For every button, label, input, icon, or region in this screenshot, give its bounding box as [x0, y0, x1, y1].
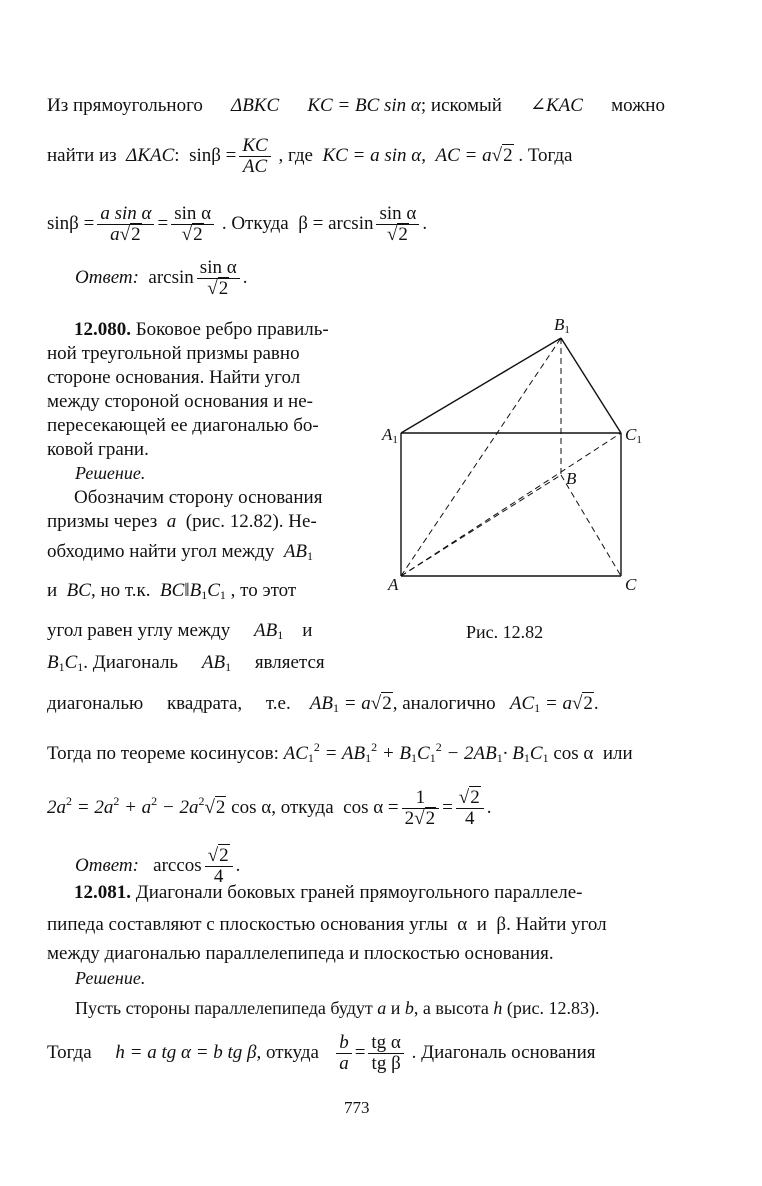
- problem-080-line-2: ной треугольной призмы равно: [47, 343, 300, 364]
- solution-label: Решение.: [75, 463, 146, 483]
- formula: ∠KAC: [530, 95, 583, 116]
- superscript: 2: [435, 740, 442, 754]
- formula: − 2AB: [446, 743, 497, 764]
- formula: = AB: [324, 743, 366, 764]
- numerator: sin α: [197, 258, 240, 279]
- formula: B: [47, 652, 59, 673]
- text: Тогда: [47, 1041, 92, 1063]
- formula: arccos: [153, 854, 202, 876]
- formula: = 2a: [76, 796, 114, 818]
- text: =: [157, 212, 169, 234]
- problem-081-line-1: [74, 881, 582, 905]
- solution-line-6: [47, 651, 325, 679]
- denominator: 2: [404, 808, 415, 829]
- subscript: 1: [429, 751, 436, 765]
- fraction: $\frac{\text{sin α}}{√2}$: [171, 204, 214, 245]
- edge-b1-c1: [561, 338, 621, 433]
- formula: BC: [66, 580, 91, 601]
- radicand: 2: [382, 693, 392, 714]
- answer-line-1: [75, 258, 247, 299]
- problem-080-line-4: между стороной основания и не-: [47, 391, 313, 412]
- diagonal-a-c1: [401, 433, 621, 576]
- text: Диагонали боковых граней прямоугольного параллеле-: [135, 882, 583, 903]
- text: угол равен углу между: [47, 620, 231, 641]
- text: , откуда: [256, 1041, 319, 1063]
- subscript: 1: [411, 751, 418, 765]
- fraction: $\frac{\text{a sin α}}{a√2}$: [97, 204, 154, 245]
- problem-number: 12.081.: [74, 882, 131, 903]
- numerator: 1: [402, 788, 439, 809]
- denominator: 4: [465, 808, 475, 829]
- text: .: [235, 854, 241, 876]
- formula: = a: [544, 693, 572, 714]
- fraction: $\frac{\text{sin α}}{√2}$: [376, 204, 419, 245]
- answer-label: Ответ:: [75, 854, 139, 876]
- fraction: $\frac{√2}{4}$: [205, 846, 233, 887]
- text: призмы через: [47, 511, 158, 532]
- formula: ΔKAC: [126, 144, 175, 166]
- text: найти из: [47, 144, 117, 166]
- subscript: 1: [77, 660, 84, 674]
- superscript: 2: [113, 793, 120, 808]
- fraction: $\frac{1}{2√2}$: [402, 788, 439, 829]
- solution-line-8: [47, 735, 633, 770]
- text: (рис. 12.83).: [506, 998, 600, 1018]
- fraction: [368, 1033, 403, 1074]
- text: Пусть стороны параллелепипеда будут: [75, 998, 373, 1018]
- formula: KC = a sin α: [322, 144, 422, 166]
- formula: cos α: [553, 743, 594, 764]
- formula: ΔBKC: [231, 95, 280, 116]
- text: и: [47, 580, 58, 601]
- formula: AC = a: [435, 144, 492, 166]
- text: и: [390, 998, 401, 1018]
- text: , где: [278, 144, 313, 166]
- text: , но т.к.: [90, 580, 151, 601]
- text: Тогда по теореме косинусов:: [47, 743, 279, 764]
- radicand: 2: [215, 796, 226, 818]
- label-a: A: [388, 575, 399, 594]
- solution-line-2: [47, 510, 317, 534]
- numerator: sin α: [171, 204, 214, 225]
- text: :: [174, 144, 180, 166]
- text: пипеда составляют с плоскостью основания углы: [47, 914, 448, 935]
- formula: C: [529, 743, 543, 764]
- problem-080-line-1: [74, 318, 329, 342]
- page-number: 773: [344, 1098, 370, 1117]
- text: и: [302, 620, 313, 641]
- denominator: a: [110, 224, 120, 245]
- text: , то этот: [230, 580, 297, 601]
- text: диагональю: [47, 693, 144, 714]
- text: , а высота: [413, 998, 489, 1018]
- solution-line-9: $2a^2 = 2a^2 + a^2 - 2a^2√2$ cos α, откуда cos α = $\frac{1}{2√2}$ = $\frac{√2}{4}$ .: [47, 787, 492, 829]
- superscript: 2: [151, 793, 158, 808]
- answer-label: Ответ:: [75, 266, 139, 288]
- text: обходимо найти угол между: [47, 541, 275, 562]
- text: и: [476, 914, 487, 935]
- radicand: 2: [193, 224, 203, 245]
- solution-label: Решение.: [75, 968, 146, 988]
- problem-080-line-5: пересекающей ее диагональю бо-: [47, 415, 319, 436]
- text: ,: [421, 144, 427, 166]
- text: ; искомый: [420, 95, 502, 116]
- radicand: 2: [218, 278, 229, 299]
- text: квадрата,: [166, 693, 243, 714]
- problem-080-line-3: стороне основания. Найти угол: [47, 367, 301, 388]
- text: или: [602, 743, 633, 764]
- subscript: 1: [365, 751, 372, 765]
- formula: b: [404, 998, 414, 1018]
- label-c: C: [625, 575, 637, 594]
- formula: = a: [343, 693, 371, 714]
- radicand: 2: [131, 224, 141, 245]
- formula: sinβ =: [47, 212, 95, 234]
- solution-line-7: диагональю квадрата, т.е. $AB_1 = a√2$, аналогично $AC_1 = a√2$.: [47, 693, 599, 715]
- formula: α: [457, 914, 468, 935]
- denominator: tg β: [371, 1053, 401, 1074]
- formula: BC: [159, 580, 185, 601]
- superscript: 2: [313, 740, 320, 754]
- text: . Откуда: [221, 212, 289, 234]
- solution-line-4: и BC, но т.к. $BC‖B_1C_1$ , то этот: [47, 580, 297, 602]
- formula: − 2a: [161, 796, 199, 818]
- subscript: 1: [534, 701, 541, 715]
- problem-081-line-3: между диагональю параллелепипеда и плоскостью основания.: [47, 943, 554, 964]
- solution-081-line-2: [47, 1033, 596, 1074]
- solution-line-1: [74, 486, 322, 510]
- formula: C: [417, 743, 430, 764]
- problem-081-line-2: [47, 913, 607, 937]
- radicand: 2: [398, 224, 408, 245]
- formula: 2a: [47, 796, 66, 818]
- formula: C: [64, 652, 78, 673]
- formula: C: [207, 580, 220, 601]
- formula: AC: [283, 743, 308, 764]
- subscript: 1: [201, 588, 208, 602]
- text: т.е.: [265, 693, 291, 714]
- text: .: [593, 693, 599, 714]
- fraction: [336, 1033, 352, 1074]
- edge-a-b: [401, 475, 561, 576]
- text: =: [442, 796, 453, 818]
- formula: β = arcsin: [298, 212, 374, 234]
- formula: β: [496, 914, 507, 935]
- numerator: b: [336, 1033, 352, 1054]
- radicand: 2: [503, 144, 513, 166]
- formula: cos α: [231, 796, 272, 818]
- fraction: $\frac{√2}{4}$: [456, 788, 484, 829]
- subscript: 1: [277, 628, 284, 642]
- text: является: [254, 652, 325, 673]
- text: , аналогично: [392, 693, 496, 714]
- text: .: [422, 212, 428, 234]
- text: =: [354, 1041, 366, 1063]
- radicand: 2: [425, 808, 436, 829]
- formula: AB: [309, 693, 333, 714]
- radicand: 2: [219, 845, 229, 866]
- formula: h = a tg α = b tg β: [115, 1041, 257, 1063]
- superscript: 2: [371, 740, 378, 754]
- label-c1: C1: [625, 425, 642, 446]
- text: . Тогда: [518, 144, 573, 166]
- subscript: 1: [219, 588, 226, 602]
- text: , откуда: [271, 796, 334, 818]
- subscript: 1: [58, 660, 65, 674]
- denominator: AC: [242, 156, 268, 177]
- numerator: KC: [239, 136, 270, 157]
- prism-diagram: [380, 308, 660, 648]
- formula: cos α =: [343, 796, 399, 818]
- label-b: B: [566, 469, 577, 488]
- radicand: 2: [583, 693, 593, 714]
- text-line-2: найти из ΔKAC: sinβ = $\frac{KC}{AC}$ , где KC = a sin α, AC = a√2 . Тогда: [47, 135, 573, 177]
- edge-a1-b1: [401, 338, 561, 433]
- edge-b-c: [561, 475, 621, 576]
- subscript: 1: [332, 701, 339, 715]
- solution-line-5: [47, 619, 312, 647]
- solution-line-3: [47, 540, 313, 568]
- text: . Диагональ: [83, 652, 179, 673]
- numerator: sin α: [376, 204, 419, 225]
- formula: · B: [502, 743, 524, 764]
- radicand: 2: [470, 787, 480, 808]
- text: Боковое ребро правиль-: [135, 319, 329, 340]
- formula: sinβ =: [189, 144, 237, 166]
- text: Из прямоугольного: [47, 95, 203, 116]
- solution-081-line-1: [75, 996, 599, 1020]
- formula: B: [189, 580, 202, 601]
- formula: AB: [254, 620, 278, 641]
- text: .: [242, 266, 248, 288]
- denominator: a: [339, 1053, 349, 1074]
- text-line-3: [47, 204, 427, 245]
- text: .: [486, 796, 492, 818]
- text: Обозначим сторону основания: [74, 487, 323, 508]
- formula: AB: [283, 541, 308, 562]
- figure-caption: Рис. 12.82: [466, 622, 544, 642]
- formula: arcsin: [148, 266, 194, 288]
- formula: h: [493, 998, 503, 1018]
- subscript: 1: [307, 751, 314, 765]
- superscript: 2: [66, 793, 72, 808]
- text: (рис. 12.82). Не-: [185, 511, 317, 532]
- fraction: $\frac{\text{sin α}}{√2}$: [197, 258, 240, 299]
- text-line-1: [47, 94, 665, 118]
- numerator: tg α: [368, 1033, 403, 1054]
- subscript: 1: [496, 751, 503, 765]
- numerator: a sin α: [97, 204, 154, 225]
- label-b1: B1: [554, 315, 570, 336]
- problem-080-line-6: ковой грани.: [47, 439, 149, 460]
- formula: + B: [381, 743, 412, 764]
- formula: a: [377, 998, 387, 1018]
- subscript: 1: [307, 549, 314, 563]
- diagonal-a-b1: [401, 338, 561, 576]
- subscript: 1: [225, 660, 232, 674]
- text: . Диагональ основания: [411, 1041, 596, 1063]
- text: можно: [611, 95, 665, 116]
- formula: KC = BC sin α: [307, 95, 421, 116]
- problem-number: 12.080.: [74, 319, 131, 340]
- formula: AC: [509, 693, 535, 714]
- denominator: 4: [213, 866, 224, 887]
- formula: + a: [124, 796, 152, 818]
- formula: AB: [201, 652, 226, 673]
- formula: a: [166, 511, 177, 532]
- subscript: 1: [542, 751, 549, 765]
- fraction: [239, 136, 270, 177]
- superscript: 2: [198, 793, 205, 808]
- text: . Найти угол: [506, 914, 607, 935]
- label-a1: A1: [382, 425, 398, 446]
- subscript: 1: [523, 751, 530, 765]
